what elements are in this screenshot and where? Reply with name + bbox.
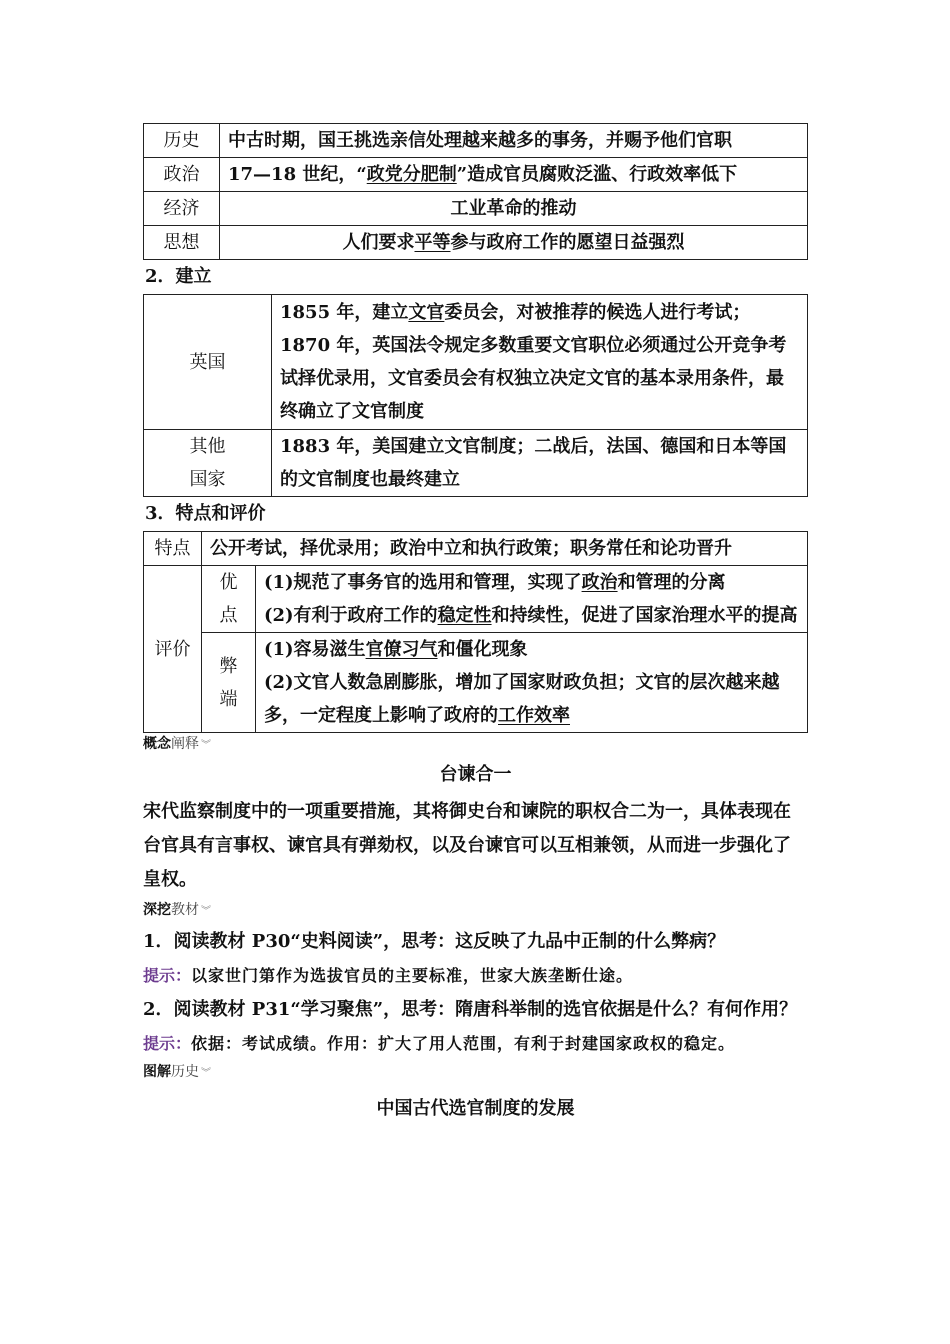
evaluation-table: [143, 531, 808, 733]
row-label: 英国: [144, 295, 272, 430]
sub-label: 弊 端: [202, 633, 256, 733]
hint-label: 提示：: [143, 1034, 192, 1053]
question-2: 2．阅读教材 P31“学习聚焦”，思考：隋唐科举制的选官依据是什么？有何作用？: [143, 999, 798, 1020]
row-label: 评价: [144, 566, 202, 733]
row-label: 历史: [144, 124, 220, 158]
chevron-double-down-icon: ︾: [201, 1068, 211, 1079]
table-row: [144, 226, 808, 260]
table-row: [144, 192, 808, 226]
dig-subheading: 深挖教材 ︾: [143, 902, 211, 918]
table-row: [144, 430, 808, 497]
row-label: 特点: [144, 532, 202, 566]
row-content: 公开考试，择优录用；政治中立和执行政策；职务常任和论功晋升: [202, 532, 808, 566]
row-content: (1)容易滋生官僚习气和僵化现象 (2)文官人数急剧膨胀，增加了国家财政负担；文官的层次越来越多，一定程度上影响了政府的工作效率: [256, 633, 808, 733]
question-1: 1．阅读教材 P30“史料阅读”，思考：这反映了九品中正制的什么弊病？: [143, 931, 726, 952]
row-label: 经济: [144, 192, 220, 226]
sub-label: 优 点: [202, 566, 256, 633]
answer-1: 提示：以家世门第作为选拔官员的主要标准，世家大族垄断仕途。: [143, 966, 634, 985]
table-row: [144, 633, 808, 733]
table-row: [144, 566, 808, 633]
page-content: [143, 120, 808, 1129]
row-content: 1855 年，建立文官委员会，对被推荐的候选人进行考试； 1870 年，英国法令规定多数重要文官职位必须通过公开竞争考试择优录用，文官委员会有权独立决定文官的基本录用条件，最终确立了文官制度: [272, 295, 808, 430]
background-table: [143, 123, 808, 260]
row-content: 人们要求平等参与政府工作的愿望日益强烈: [220, 226, 808, 260]
chevron-double-down-icon: ︾: [201, 740, 211, 751]
establishment-table: [143, 294, 808, 497]
table-row: [144, 295, 808, 430]
table-row: [144, 532, 808, 566]
concept-title: 台谏合一: [439, 764, 512, 785]
section-heading: 3．特点和评价: [145, 503, 266, 524]
row-label: 其他 国家: [144, 430, 272, 497]
concept-text: 宋代监察制度中的一项重要措施，其将御史台和谏院的职权合二为一，具体表现在台官具有言事权、谏官具有弹劾权，以及台谏官可以互相兼领，从而进一步强化了皇权。: [143, 801, 791, 890]
row-content: 中古时期，国王挑选亲信处理越来越多的事务，并赐予他们官职: [220, 124, 808, 158]
diagram-subheading: 图解历史 ︾: [143, 1064, 211, 1080]
row-content: 工业革命的推动: [220, 192, 808, 226]
row-content: 17—18 世纪，“政党分肥制”造成官员腐败泛滥、行政效率低下: [220, 158, 808, 192]
table-row: [144, 124, 808, 158]
diagram-title: 中国古代选官制度的发展: [376, 1098, 575, 1119]
section-heading: 2．建立: [145, 266, 212, 287]
answer-2: 提示：依据：考试成绩。作用：扩大了用人范围，有利于封建国家政权的稳定。: [143, 1034, 736, 1053]
concept-subheading: 概念阐释 ︾: [143, 736, 211, 752]
row-label: 政治: [144, 158, 220, 192]
row-content: (1)规范了事务官的选用和管理，实现了政治和管理的分离 (2)有利于政府工作的稳定性和持续性，促进了国家治理水平的提高: [256, 566, 808, 633]
table-row: [144, 158, 808, 192]
hint-label: 提示：: [143, 966, 192, 985]
row-label: 思想: [144, 226, 220, 260]
row-content: 1883 年，美国建立文官制度；二战后，法国、德国和日本等国的文官制度也最终建立: [272, 430, 808, 497]
chevron-double-down-icon: ︾: [201, 906, 211, 917]
